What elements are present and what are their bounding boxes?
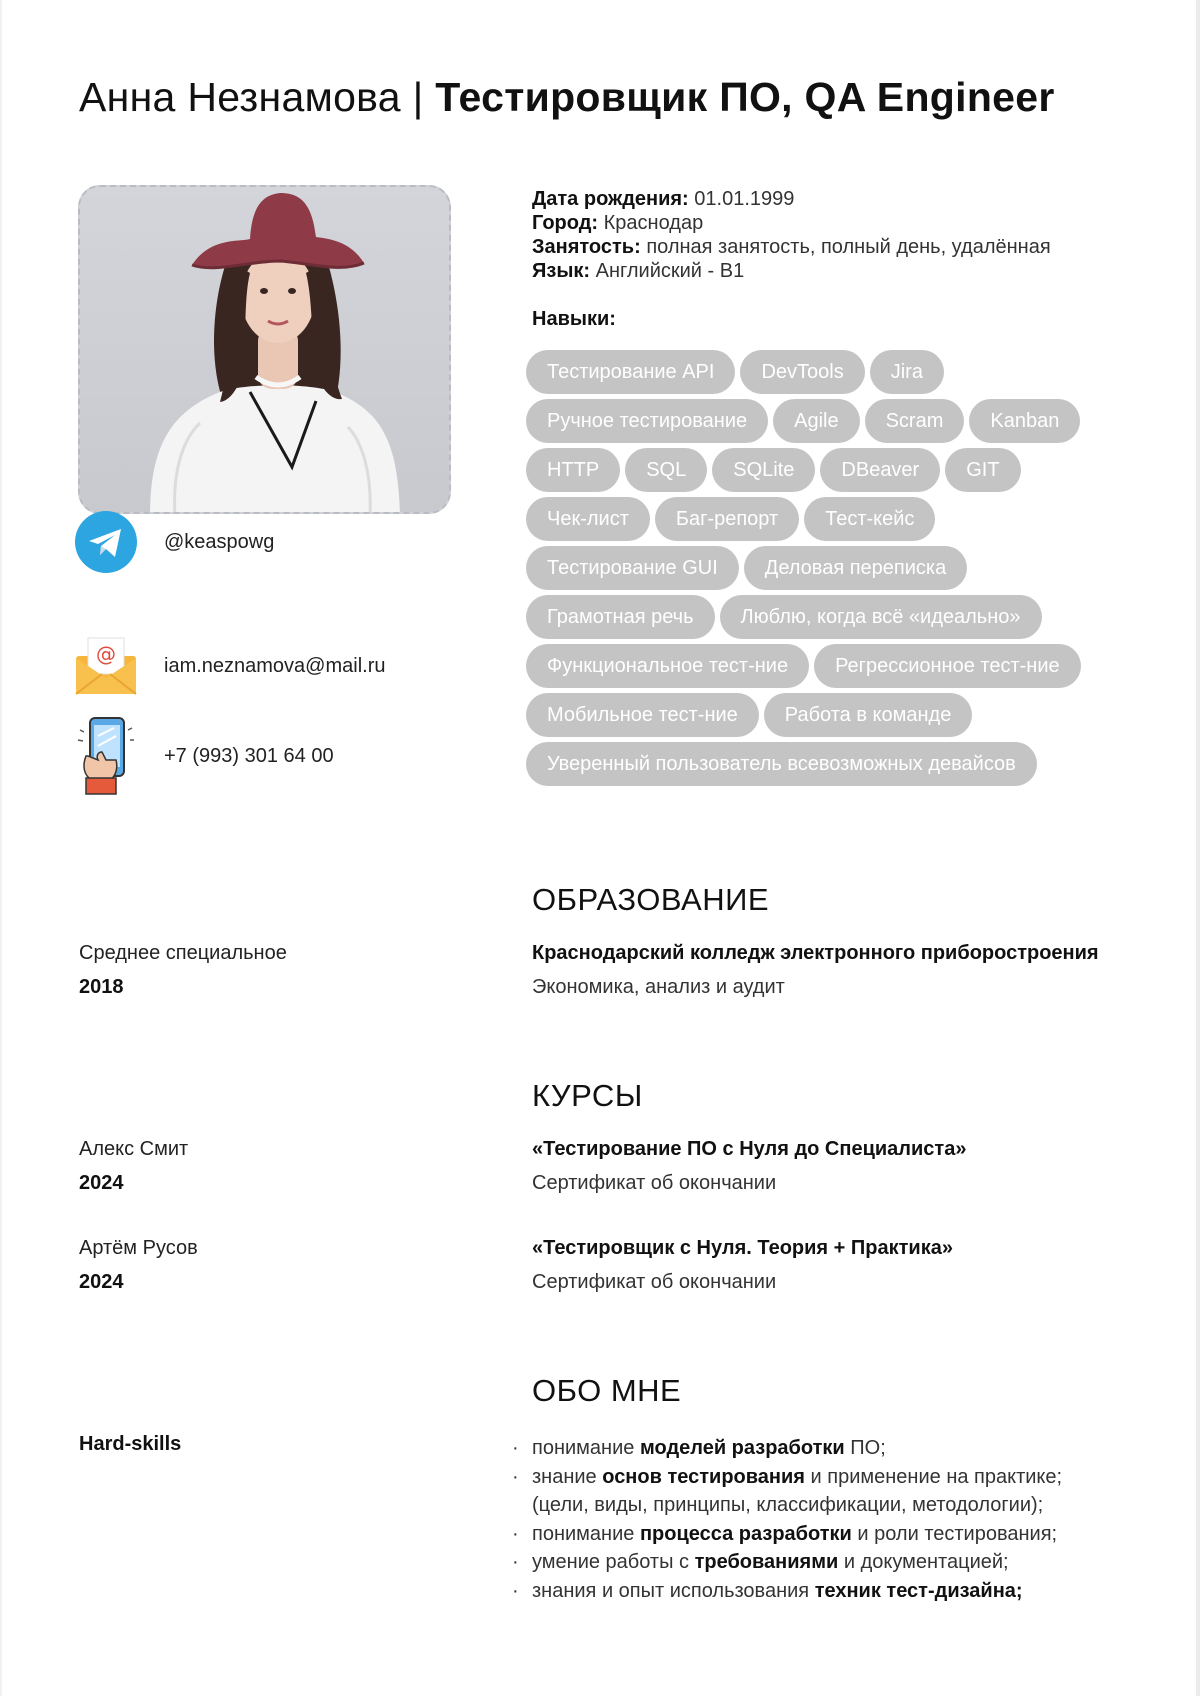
- bullet-dot: ·: [512, 1437, 519, 1459]
- skill-chip: Баг-репорт: [655, 497, 799, 541]
- birth-date-label: Дата рождения:: [532, 188, 689, 210]
- skill-chip: DBeaver: [820, 448, 940, 492]
- skills-chip-row: [526, 693, 1166, 737]
- skill-chip: Тест-кейс: [804, 497, 935, 541]
- course-author: Алекс Смит: [79, 1138, 189, 1160]
- hard-skills-list: [512, 1434, 1062, 1605]
- skill-chip: Работа в команде: [764, 693, 973, 737]
- course-year: 2024: [79, 1172, 124, 1194]
- page-title: [79, 74, 1055, 121]
- skill-chip: SQL: [625, 448, 707, 492]
- hard-skill-emphasis: техник тест-дизайна;: [814, 1579, 1023, 1602]
- hard-skill-item: [512, 1520, 1062, 1549]
- hard-skill-item: [512, 1463, 1062, 1492]
- course-name: «Тестирование ПО с Нуля до Специалиста»: [532, 1138, 967, 1160]
- skill-chip: Scram: [865, 399, 965, 443]
- profile-photo: [78, 185, 451, 514]
- personal-info: [532, 187, 1051, 283]
- education-title: ОБРАЗОВАНИЕ: [532, 882, 770, 917]
- course-result: Сертификат об окончании: [532, 1271, 777, 1293]
- bullet-dot: ·: [512, 1465, 519, 1488]
- language-value: Английский - B1: [590, 260, 745, 282]
- phone-in-hand-icon: [74, 724, 138, 788]
- bullet-dot: ·: [512, 1551, 519, 1573]
- page-edge-left: [0, 0, 2, 1696]
- hard-skill-emphasis: основ тестирования: [602, 1465, 805, 1488]
- skill-chip: Ручное тестирование: [526, 399, 768, 443]
- skill-chip: Чек-лист: [526, 497, 650, 541]
- employment-label: Занятость:: [532, 236, 641, 258]
- language-row: [532, 259, 1051, 283]
- page-edge: [1196, 0, 1200, 1696]
- skills-label: Навыки:: [532, 308, 616, 330]
- skills-chip-row: [526, 644, 1166, 688]
- skill-chip: HTTP: [526, 448, 620, 492]
- employment-value: полная занятость, полный день, удалённая: [640, 236, 1051, 258]
- skill-chip: Agile: [773, 399, 859, 443]
- envelope-icon: [74, 634, 138, 698]
- hard-skill-text: и документацией;: [838, 1551, 1009, 1573]
- city-label: Город:: [532, 212, 599, 234]
- skills-chip-row: [526, 497, 1166, 541]
- hard-skills-label: Hard-skills: [79, 1433, 182, 1455]
- skill-chip: Тестирование GUI: [526, 546, 739, 590]
- education-specialty: Экономика, анализ и аудит: [532, 976, 785, 998]
- hard-skill-text: умение работы с: [532, 1551, 695, 1573]
- hard-skill-text: ПО;: [844, 1437, 886, 1459]
- skill-chip: Функциональное тест-ние: [526, 644, 809, 688]
- skill-chip: DevTools: [740, 350, 864, 394]
- candidate-name: Анна Незнамова: [79, 74, 401, 120]
- skill-chip: Регрессионное тест-ние: [814, 644, 1081, 688]
- skills-chip-row: [526, 595, 1166, 639]
- education-year: 2018: [79, 976, 124, 998]
- skills-chip-list: [526, 350, 1166, 791]
- hard-skill-text: понимание: [532, 1437, 640, 1459]
- telegram-handle[interactable]: @keaspowg: [164, 530, 275, 553]
- birth-date-row: [532, 187, 1051, 211]
- telegram-icon: [74, 510, 138, 574]
- courses-title: КУРСЫ: [532, 1078, 643, 1113]
- birth-date-value: 01.01.1999: [688, 188, 795, 210]
- skills-chip-row: [526, 448, 1166, 492]
- education-level: Среднее специальное: [79, 942, 287, 964]
- city-row: [532, 211, 1051, 235]
- hard-skill-emphasis: моделей разработки: [639, 1437, 845, 1459]
- hard-skill-text: (цели, виды, принципы, классификации, методологии);: [532, 1494, 1044, 1516]
- skill-chip: Kanban: [969, 399, 1080, 443]
- bullet-dot: ·: [512, 1579, 519, 1602]
- city-value: Краснодар: [598, 212, 704, 234]
- education-institution: Краснодарский колледж электронного приборостроения: [532, 942, 1099, 964]
- profile-photo-illustration: [80, 187, 451, 514]
- course-name: «Тестировщик с Нуля. Теория + Практика»: [532, 1237, 953, 1259]
- hard-skill-item: [512, 1491, 1062, 1520]
- skill-chip: Деловая переписка: [744, 546, 967, 590]
- phone-number[interactable]: +7 (993) 301 64 00: [164, 744, 334, 767]
- hard-skill-emphasis: требованиями: [694, 1551, 839, 1573]
- hard-skill-text: и применение на практике;: [804, 1465, 1063, 1488]
- course-result: Сертификат об окончании: [532, 1172, 777, 1194]
- employment-row: [532, 235, 1051, 259]
- contact-email[interactable]: [74, 634, 386, 698]
- skill-chip: GIT: [945, 448, 1020, 492]
- skill-chip: SQLite: [712, 448, 815, 492]
- skills-chip-row: [526, 546, 1166, 590]
- skill-chip: Тестирование API: [526, 350, 735, 394]
- skill-chip: Люблю, когда всё «идеально»: [720, 595, 1042, 639]
- skill-chip: Уверенный пользователь всевозможных девайсов: [526, 742, 1037, 786]
- contact-telegram[interactable]: [74, 510, 275, 574]
- skill-chip: Jira: [870, 350, 944, 394]
- hard-skill-emphasis: процесса разработки: [639, 1522, 852, 1545]
- skills-chip-row: [526, 399, 1166, 443]
- hard-skill-item: [512, 1548, 1062, 1577]
- hard-skill-text: и роли тестирования;: [851, 1522, 1058, 1545]
- email-address[interactable]: iam.neznamova@mail.ru: [164, 654, 386, 677]
- svg-text:@: @: [96, 642, 116, 666]
- title-separator: |: [400, 74, 436, 120]
- hard-skill-text: знание: [532, 1465, 603, 1488]
- hard-skill-text: понимание: [532, 1522, 640, 1545]
- bullet-dot: ·: [512, 1522, 519, 1545]
- about-title: ОБО МНЕ: [532, 1373, 682, 1408]
- contact-phone[interactable]: [74, 724, 334, 788]
- language-label: Язык:: [532, 260, 591, 282]
- hard-skill-item: [512, 1577, 1062, 1606]
- candidate-role: Тестировщик ПО, QA Engineer: [435, 74, 1055, 120]
- hard-skill-text: знания и опыт использования: [532, 1579, 815, 1602]
- skills-chip-row: [526, 742, 1166, 786]
- skills-chip-row: [526, 350, 1166, 394]
- course-author: Артём Русов: [79, 1237, 198, 1259]
- hard-skill-item: [512, 1434, 1062, 1463]
- course-year: 2024: [79, 1271, 124, 1293]
- skill-chip: Грамотная речь: [526, 595, 715, 639]
- skill-chip: Мобильное тест-ние: [526, 693, 759, 737]
